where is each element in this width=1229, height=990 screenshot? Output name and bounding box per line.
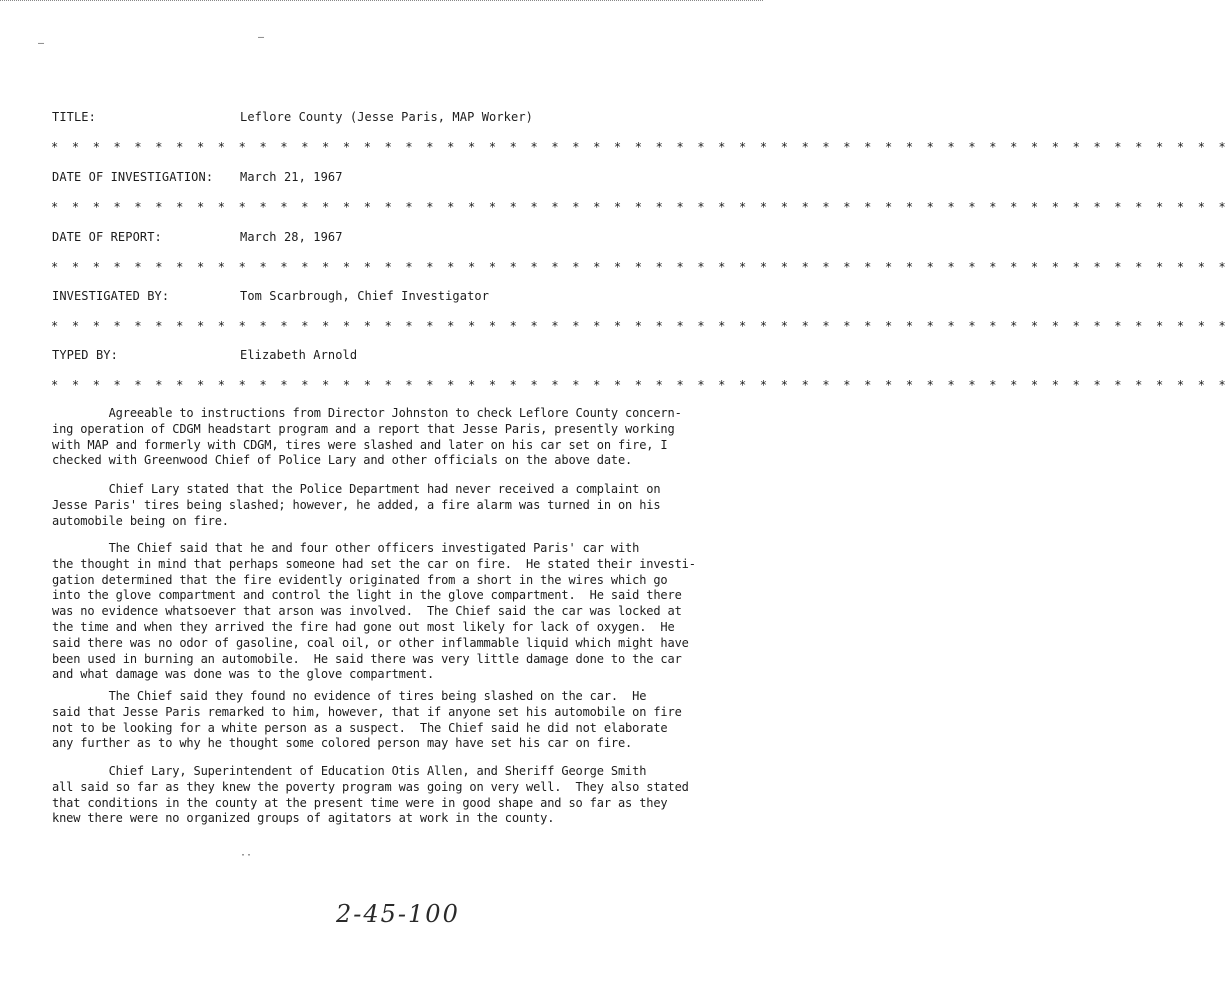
separator-stars: * * * * * * * * * * * * * * * * * * * * * * * * * * * * * * * * * * * * * * * * * * * * * * * * * * * * * * * * * [51, 378, 1229, 392]
body-paragraph: Chief Lary stated that the Police Department had never received a complaint on Jesse Paris' tires being slashed; however, he added, a fire alarm was turned in on his automobile being on fire. [52, 482, 661, 528]
separator-stars: * * * * * * * * * * * * * * * * * * * * * * * * * * * * * * * * * * * * * * * * * * * * * * * * * * * * * * * * * [51, 200, 1229, 214]
title-label: TITLE: [52, 110, 96, 124]
date-of-investigation-value: March 21, 1967 [240, 170, 343, 184]
separator-stars: * * * * * * * * * * * * * * * * * * * * * * * * * * * * * * * * * * * * * * * * * * * * * * * * * * * * * * * * * [51, 319, 1229, 333]
typed-by-row [52, 348, 357, 362]
date-of-investigation-row [52, 170, 343, 184]
scan-speck: ·· [240, 850, 253, 861]
separator-stars: * * * * * * * * * * * * * * * * * * * * * * * * * * * * * * * * * * * * * * * * * * * * * * * * * * * * * * * * * [51, 140, 1229, 154]
typed-by-value: Elizabeth Arnold [240, 348, 358, 362]
date-of-report-value: March 28, 1967 [240, 230, 343, 244]
body-paragraph: The Chief said that he and four other officers investigated Paris' car with the thought in mind that perhaps someone had set the car on fire. He stated their investi- gation determined that the fire evidently originated from a short in the wires which go into the glove compartment and control the light in the glove compartment. He said there was no evidence whatsoever that arson was involved. The Chief said the car was locked at the time and when they arrived the fire had gone out most likely for lack of oxygen. He said there was no odor of gasoline, coal oil, or other inflammable liquid which might have been used in burning an automobile. He said there was very little damage done to the car and what damage was done was to the glove compartment. [52, 541, 696, 682]
handwritten-file-number: 2-45-100 [336, 900, 460, 928]
date-of-investigation-label: DATE OF INVESTIGATION: [52, 170, 214, 184]
title-value: Leflore County (Jesse Paris, MAP Worker) [240, 110, 533, 124]
date-of-report-row [52, 230, 343, 244]
title-row [52, 110, 533, 124]
investigated-by-row [52, 289, 489, 303]
page-top-edge [0, 0, 763, 4]
body-paragraph: Chief Lary, Superintendent of Education Otis Allen, and Sheriff George Smith all said so far as they knew the poverty program was going on very well. They also stated that conditions in the county at the present time were in good shape and so far as they knew there were no organized groups of agitators at work in the county. [52, 764, 689, 826]
date-of-report-label: DATE OF REPORT: [52, 230, 162, 244]
separator-stars: * * * * * * * * * * * * * * * * * * * * * * * * * * * * * * * * * * * * * * * * * * * * * * * * * * * * * * * * * [51, 260, 1229, 274]
typed-by-label: TYPED BY: [52, 348, 118, 362]
scan-speck: – [258, 32, 265, 43]
investigated-by-value: Tom Scarbrough, Chief Investigator [240, 289, 490, 303]
body-paragraph: The Chief said they found no evidence of tires being slashed on the car. He said that Jesse Paris remarked to him, however, that if anyone set his automobile on fire not to be looking for a white person as a suspect. The Chief said he did not elaborate any further as to why he thought some colored person may have set his car on fire. [52, 689, 682, 751]
scan-speck: – [38, 38, 45, 49]
investigated-by-label: INVESTIGATED BY: [52, 289, 170, 303]
body-paragraph: Agreeable to instructions from Director Johnston to check Leflore County concern- ing operation of CDGM headstart program and a report that Jesse Paris, presently working with MAP and formerly with CDGM, tires were slashed and later on his car set on fire, I checked with Greenwood Chief of Police Lary and other officials on the above date. [52, 406, 682, 468]
